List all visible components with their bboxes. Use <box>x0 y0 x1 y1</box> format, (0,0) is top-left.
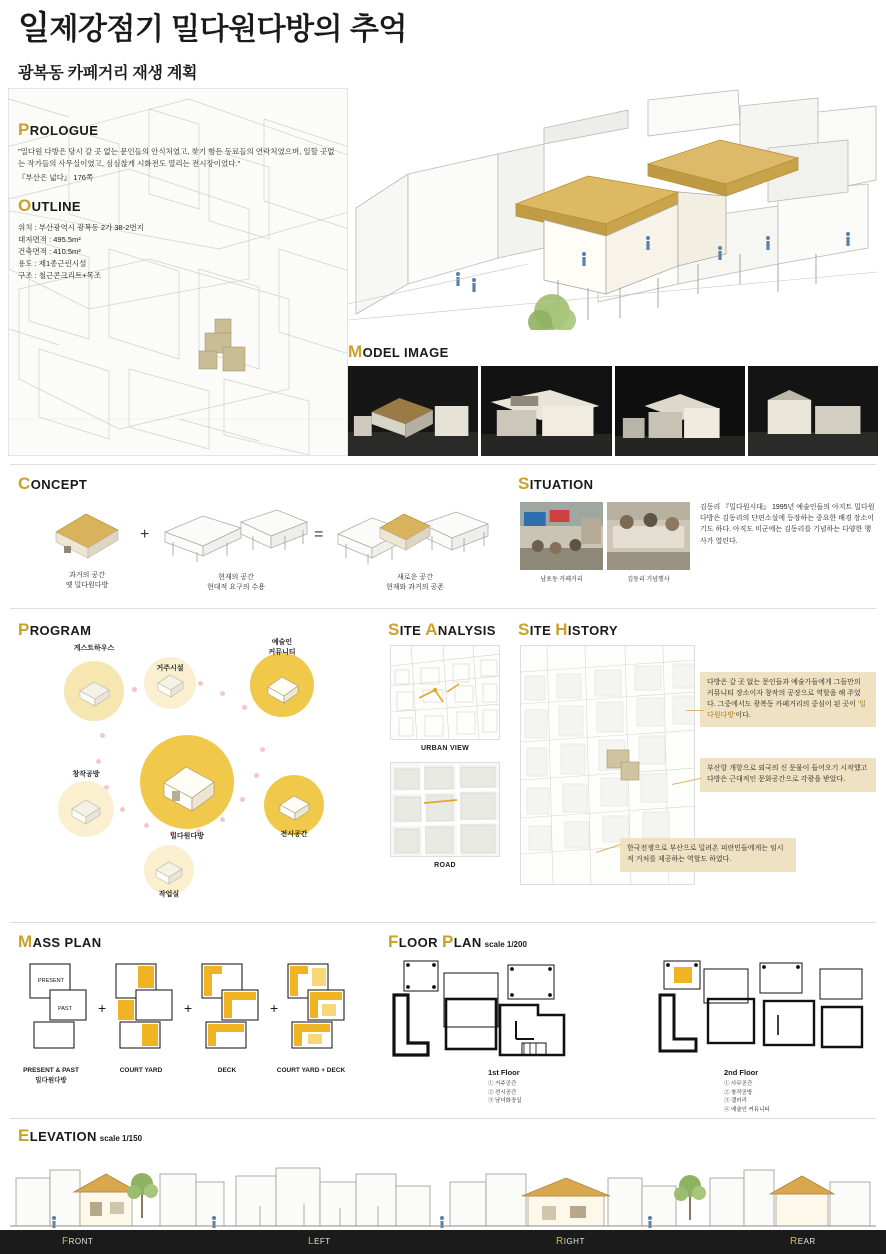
situation-rest: ITUATION <box>529 477 594 492</box>
connector-dot <box>260 747 265 752</box>
legend-item: ④ 예술인 커뮤니티 <box>724 1106 770 1113</box>
concept-heading <box>18 474 87 494</box>
divider <box>10 1118 876 1119</box>
legend-item: ① 사무공간 <box>724 1081 753 1087</box>
program-label-community-l2: 커뮤니티 <box>268 649 296 656</box>
page-subtitle: 광복동 카페거리 재생 계획 <box>18 65 198 83</box>
situation-photo-street <box>520 502 603 570</box>
situation-heading <box>518 474 593 494</box>
prologue-rest: ROLOGUE <box>29 123 99 138</box>
site-analysis-urban-view-map <box>390 645 500 740</box>
program-node-center <box>140 735 234 829</box>
program-diagram <box>14 639 374 910</box>
program-label-studio: 창작공방 <box>72 771 100 778</box>
prologue-quote <box>18 146 338 184</box>
svg-text:PRESENT: PRESENT <box>38 978 64 984</box>
callout-text-highlight: '밀다원다방' <box>707 700 866 719</box>
program-label-community <box>237 637 327 657</box>
fp-rest2: LAN <box>453 935 482 950</box>
site-history-callout-1 <box>700 672 876 727</box>
el-scale: scale 1/150 <box>99 1134 143 1143</box>
concept-caption-l2: 현재와 과거의 공존 <box>386 584 444 592</box>
el-lab-rest: IGHT <box>563 1237 585 1246</box>
concept-operator-equals: = <box>314 526 324 543</box>
el-lab-rest: RONT <box>68 1237 94 1246</box>
outline-section <box>18 196 338 282</box>
mass-plan-item-deck <box>198 960 266 1052</box>
program-label-community-l1: 예술인 <box>271 639 293 646</box>
concept-caption-l1: 새로운 공간 <box>397 574 433 581</box>
list-item: 위치 : 부산광역시 광복동 2가 38-2번지 <box>18 223 144 232</box>
divider <box>10 608 876 609</box>
connector-dot <box>132 687 137 692</box>
el-lab-cap: R <box>556 1236 564 1247</box>
model-photo <box>348 366 478 456</box>
concept-caption-l1: 과거의 공간 <box>69 572 105 579</box>
list-item: 건축면적 : 410.5m² <box>18 247 81 256</box>
sh-rest2: ISTORY <box>567 623 618 638</box>
callout-text-pre: 한국전쟁으로 부산으로 밀려온 피란민들에게는 임시적 거처를 제공하는 역할도 하였다. <box>627 845 784 863</box>
title-rest: 제강점기 밀다원다방의 추억 <box>49 13 407 46</box>
concept-rest: ONCEPT <box>30 477 88 492</box>
site-history-callout-2 <box>700 758 876 792</box>
el-lab-rest: EFT <box>314 1237 331 1246</box>
mass-plan-caption-l2: 밀다원다방 <box>35 1076 67 1084</box>
floor-plan-2f-title: 2nd Floor <box>724 1068 759 1077</box>
concept-caption-l1: 현재의 공간 <box>218 574 254 581</box>
legend-item: ① 거주공간 <box>488 1081 517 1087</box>
connector-dot <box>240 797 245 802</box>
fp-rest1: LOOR <box>398 935 442 950</box>
page-title <box>18 10 407 46</box>
concept-diagram <box>18 500 488 600</box>
concept-caption <box>156 573 316 593</box>
situation-caption: 남포동 카페거리 <box>540 577 583 583</box>
situation-photo-event <box>607 502 690 570</box>
elevation-heading <box>18 1126 142 1146</box>
elevation-label-front <box>62 1236 93 1247</box>
model-image-strip <box>348 366 878 456</box>
outline-cap: O <box>18 196 32 215</box>
concept-operator-plus: + <box>140 526 150 543</box>
program-node-exhibit <box>264 775 324 835</box>
mass-plan-heading <box>18 932 102 952</box>
program-label-residence: 거주시설 <box>156 665 184 672</box>
elevation-drawings <box>10 1148 876 1230</box>
model-image-heading <box>348 342 449 362</box>
svg-text:PAST: PAST <box>58 1006 72 1012</box>
concept-caption-l2: 현대적 요구의 수용 <box>207 584 265 592</box>
concept-caption <box>330 573 500 593</box>
situation-text-part1: 김동리 『밀다원시대』 1995년 예술인들의 아지트 밀다원다방은 김동리의 단편소설에 등장하는 중요한 배경 장소이기도 하다. <box>700 504 875 534</box>
sa-cap1: S <box>388 620 400 639</box>
elevation-label-rear <box>790 1236 816 1247</box>
callout-leader-1 <box>686 710 704 711</box>
model-rest: ODEL IMAGE <box>362 345 449 360</box>
concept-cap: C <box>18 474 31 493</box>
mass-plan-caption: COURT YARD <box>119 1067 163 1074</box>
prologue-source: 『부산은 넓다』 176쪽 <box>18 173 94 183</box>
mass-plan-caption-l1: PRESENT & PAST <box>23 1067 79 1074</box>
fp-cap2: P <box>441 932 454 951</box>
outline-heading <box>18 196 338 216</box>
title-block <box>18 10 407 83</box>
mass-plan-item-courtyard <box>112 960 180 1052</box>
sh-cap2: H <box>555 620 568 639</box>
prologue-cap: P <box>18 120 30 139</box>
situation-cap: S <box>518 474 530 493</box>
connector-dot <box>96 759 101 764</box>
prologue-quote-text: "밀다원 다방은 당시 갈 곳 없는 문인들의 안식처였고, 찾기 힘든 동료들의 연락처였으며, 일할 곳없는 작가들의 사무실이였고, 심심찮게 시화전도 열리는 전시장이었다." <box>18 147 335 168</box>
prologue-heading <box>18 120 338 140</box>
mass-plan-operator: + <box>98 1000 107 1016</box>
program-cap: P <box>18 620 30 639</box>
connector-dot <box>220 691 225 696</box>
site-analysis-urban-label: URBAN VIEW <box>420 745 470 752</box>
floor-plan-1f-title: 1st Floor <box>488 1068 520 1077</box>
situation-captions <box>520 574 690 583</box>
prologue-section <box>18 120 338 184</box>
model-photo <box>748 366 878 456</box>
callout-text-pre: 다방은 갈 곳 없는 문인들과 예술가들에게 그들만의 커뮤니티 장소이자 창작의 공장으로 역할을 해 주었다. 그중에서도 광복동 카페거리의 중심이 된 곳이 <box>707 679 861 708</box>
elevation-label-right <box>556 1236 585 1247</box>
el-lab-cap: R <box>790 1236 798 1247</box>
callout-text-pre: 부산항 개항으로 외국의 신 문물이 들어오기 시작했고 다방은 근대적인 문화공간으로 각광을 받았다. <box>707 765 868 783</box>
fp-scale: scale 1/200 <box>484 940 527 949</box>
mp-cap: M <box>18 932 33 951</box>
program-label-exhibit: 전시공간 <box>280 831 308 838</box>
connector-dot <box>100 733 105 738</box>
floor-plan-heading <box>388 932 527 952</box>
legend-item: ② 전시공간 <box>488 1089 517 1096</box>
callout-text-post: 이다. <box>735 711 751 719</box>
perspective-rendering <box>348 88 878 330</box>
list-item: 구조 : 철근콘크리트+목조 <box>18 271 102 280</box>
concept-item-present <box>156 502 316 593</box>
connector-dot <box>254 773 259 778</box>
el-cap: E <box>18 1126 30 1145</box>
situation-photos <box>520 502 690 570</box>
legend-item: ③ 남녀화장실 <box>488 1098 522 1105</box>
program-rest: ROGRAM <box>29 623 92 638</box>
divider <box>10 922 876 923</box>
situation-text <box>700 502 875 547</box>
sh-rest1: ITE <box>529 623 556 638</box>
sa-cap2: A <box>425 620 438 639</box>
legend-item: ② 창작공방 <box>724 1089 753 1096</box>
mp-rest: ASS PLAN <box>32 935 102 950</box>
mass-plan-caption: COURT YARD + DECK <box>276 1067 346 1074</box>
fp-cap1: F <box>388 932 399 951</box>
situation-text-part2: 아직도 미군에는 김동리를 기념하는 다양한 행사가 열린다. <box>700 526 872 545</box>
model-photo <box>615 366 745 456</box>
concept-item-past <box>32 506 142 591</box>
list-item: 대지면적 : 495.5m² <box>18 235 81 244</box>
site-analysis-road-label: ROAD <box>434 862 456 869</box>
floor-plan-1f-legend <box>488 1080 522 1106</box>
legend-item: ③ 갤러리 <box>724 1098 747 1105</box>
mass-plan-item-courtyard-deck <box>284 960 352 1052</box>
program-node-studio <box>58 781 114 837</box>
title-drop-cap: 일 <box>18 9 50 46</box>
program-label-workroom: 작업실 <box>158 891 180 898</box>
el-rest: LEVATION <box>29 1129 97 1144</box>
situation-caption: 김동리 기념행사 <box>627 577 670 583</box>
outline-list <box>18 222 338 282</box>
concept-item-new <box>330 502 500 593</box>
program-node-workroom <box>144 845 194 895</box>
mass-plan-caption: DECK <box>217 1067 237 1074</box>
connector-dot <box>198 681 203 686</box>
el-lab-cap: F <box>62 1236 69 1247</box>
model-cap: M <box>348 342 363 361</box>
floor-plan-drawings <box>388 955 878 1065</box>
mass-plan-caption <box>8 1066 94 1086</box>
concept-caption <box>32 571 142 591</box>
mass-plan-operator: + <box>184 1000 193 1016</box>
concept-caption-l2: 옛 밀다원다방 <box>65 582 109 590</box>
program-label-guesthouse: 게스트하우스 <box>73 645 115 652</box>
program-heading <box>18 620 91 640</box>
program-node-community <box>250 653 314 717</box>
program-node-guesthouse <box>64 661 124 721</box>
mass-plan-diagram <box>26 960 366 1060</box>
sh-cap1: S <box>518 620 530 639</box>
program-label-center: 밀다원다방 <box>170 833 204 840</box>
site-history-callout-3 <box>620 838 796 872</box>
connector-dot <box>120 807 125 812</box>
divider <box>10 464 876 465</box>
site-history-heading <box>518 620 618 640</box>
el-lab-cap: L <box>308 1236 315 1247</box>
mass-plan-operator: + <box>270 1000 279 1016</box>
elevation-label-bar <box>0 1230 886 1254</box>
mass-plan-item-present-past <box>26 960 94 1052</box>
sa-rest1: ITE <box>399 623 426 638</box>
site-analysis-road-map <box>390 762 500 857</box>
el-lab-rest: EAR <box>797 1237 816 1246</box>
elevation-label-left <box>308 1236 331 1247</box>
model-photo <box>481 366 611 456</box>
site-analysis-heading <box>388 620 496 640</box>
list-item: 용도 : 제1종근린시설 <box>18 259 87 268</box>
sa-rest2: NALYSIS <box>437 623 496 638</box>
connector-dot <box>242 705 247 710</box>
outline-rest: UTLINE <box>31 199 81 214</box>
floor-plan-2f-legend <box>724 1080 770 1114</box>
